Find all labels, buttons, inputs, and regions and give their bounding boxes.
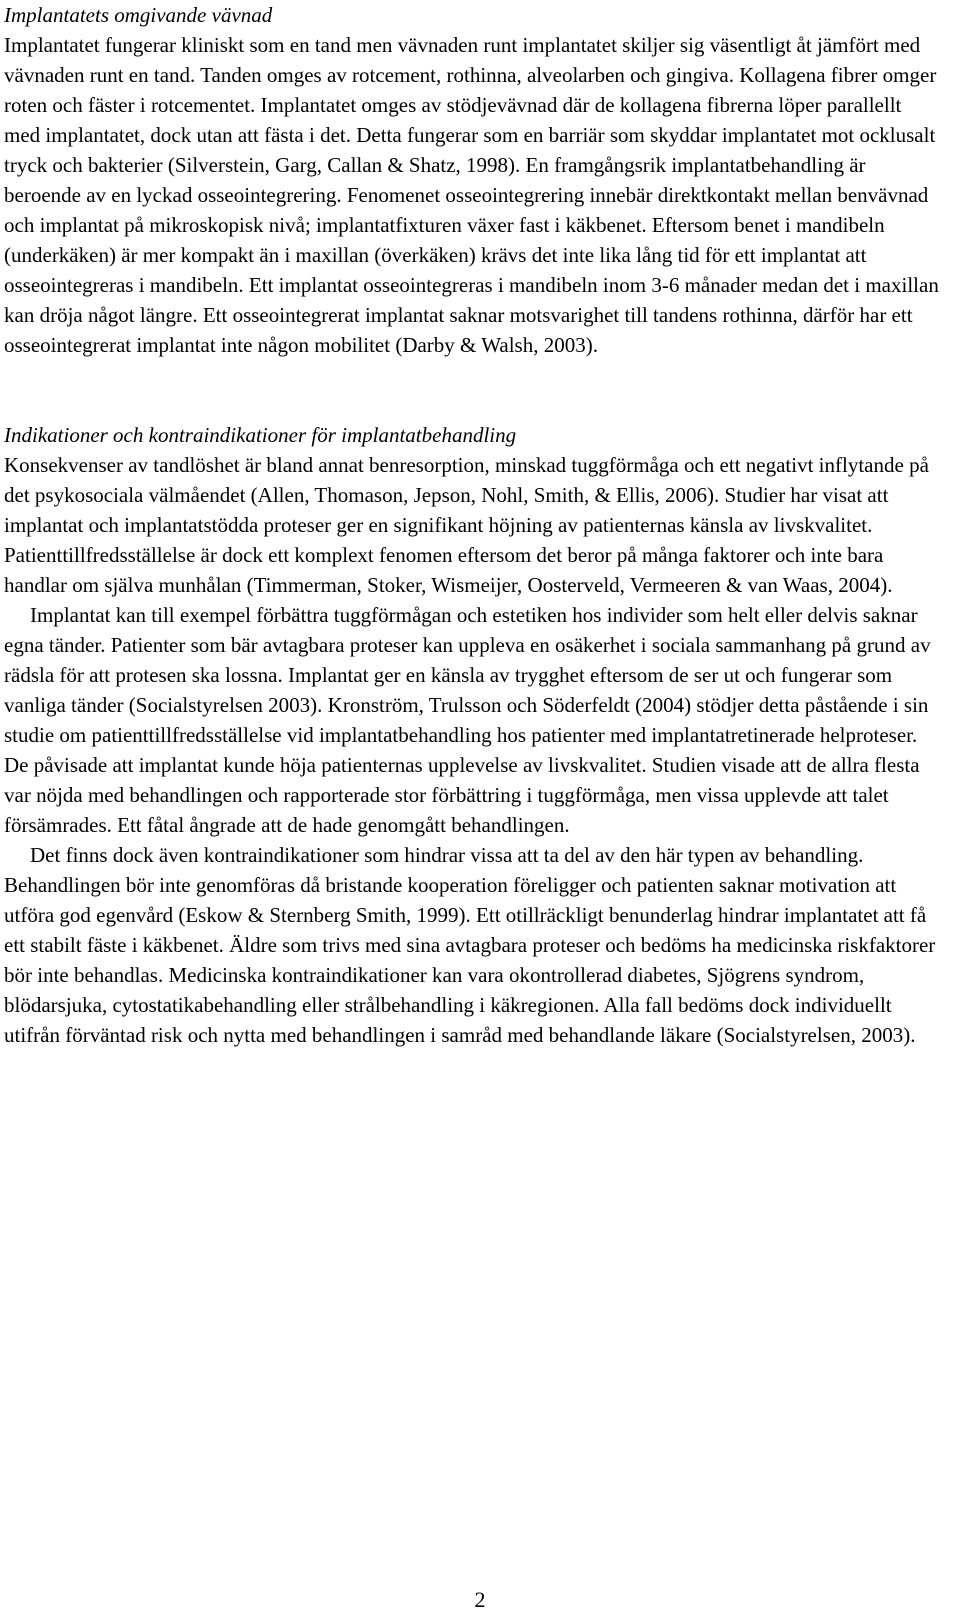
section-indications [4, 420, 942, 1050]
paragraph-tissue: Implantatet fungerar kliniskt som en tand men vävnaden runt implantatet skiljer sig väsentligt åt jämfört med vävnaden runt en tand. Tanden omges av rotcement, rothinna, alveolarben och gingiva. Kollagena fibrer omger roten och fäster i rotcementet. Implantatet omges av stödjevävnad där de kollagena fibrerna löper parallellt med implantatet, dock utan att fästa i det. Detta fungerar som en barriär som skyddar implantatet mot ocklusalt tryck och bakterier (Silverstein, Garg, Callan & Shatz, 1998). En framgångsrik implantatbehandling är beroende av en lyckad osseointegrering. Fenomenet osseointegrering innebär direktkontakt mellan benvävnad och implantat på mikroskopisk nivå; implantatfixturen växer fast i käkbenet. Eftersom benet i mandibeln (underkäken) är mer kompakt än i maxillan (överkäken) krävs det inte lika lång tid för ett implantat att osseointegreras i mandibeln. Ett implantat osseointegreras i mandibeln inom 3-6 månader medan det i maxillan kan dröja något längre. Ett osseointegrerat implantat saknar motsvarighet till tandens rothinna, därför har ett osseointegrerat implantat inte någon mobilitet (Darby & Walsh, 2003). [4, 33, 939, 357]
paragraph-contraindications: Det finns dock även kontraindikationer som hindrar vissa att ta del av den här typen av behandling. Behandlingen bör inte genomföras då bristande kooperation föreligger och patienten saknar motivation att utföra god egenvård (Eskow & Sternberg Smith, 1999). Ett otillräckligt benunderlag hindrar implantatet att få ett stabilt fäste i käkbenet. Äldre som trivs med sina avtagbara proteser och bedöms ha medicinska riskfaktorer bör inte behandlas. Medicinska kontraindikationer kan vara okontrollerad diabetes, Sjögrens syndrom, blödarsjuka, cytostatikabehandling eller strålbehandling i käkregionen. Alla fall bedöms dock individuellt utifrån förväntad risk och nytta med behandlingen i samråd med behandlande läkare (Socialstyrelsen, 2003). [4, 843, 936, 1047]
section-heading-indications: Indikationer och kontraindikationer för implantatbehandling [4, 423, 517, 447]
document-page [4, 0, 942, 1050]
paragraph-consequences: Konsekvenser av tandlöshet är bland annat benresorption, minskad tuggförmåga och ett negativt inflytande på det psykosociala välmåendet (Allen, Thomason, Jepson, Nohl, Smith, & Ellis, 2006). Studier har visat att implantat och implantatstödda proteser ger en signifikant höjning av patienternas känsla av livskvalitet. Patienttillfredsställelse är dock ett komplext fenomen eftersom det beror på många faktorer och inte bara handlar om själva munhålan (Timmerman, Stoker, Wismeijer, Oosterveld, Vermeeren & van Waas, 2004). [4, 453, 929, 597]
paragraph-benefits: Implantat kan till exempel förbättra tuggförmågan och estetiken hos individer som helt eller delvis saknar egna tänder. Patienter som bär avtagbara proteser kan uppleva en osäkerhet i sociala sammanhang på grund av rädsla för att protesen ska lossna. Implantat ger en känsla av trygghet eftersom de ser ut och fungerar som vanliga tänder (Socialstyrelsen 2003). Kronström, Trulsson och Söderfeldt (2004) stödjer detta påstående i sin studie om patienttillfredsställelse vid implantatbehandling hos patienter med implantatretinerade helproteser. De påvisade att implantat kunde höja patienternas upplevelse av livskvalitet. Studien visade att de allra flesta var nöjda med behandlingen och rapporterade stor förbättring i tuggförmåga, men vissa upplevde att talet försämrades. Ett fåtal ångrade att de hade genomgått behandlingen. [4, 603, 931, 837]
section-heading-tissue: Implantatets omgivande vävnad [4, 3, 273, 27]
section-spacer [4, 360, 942, 420]
section-tissue [4, 0, 942, 360]
page-number: 2 [474, 1587, 486, 1612]
